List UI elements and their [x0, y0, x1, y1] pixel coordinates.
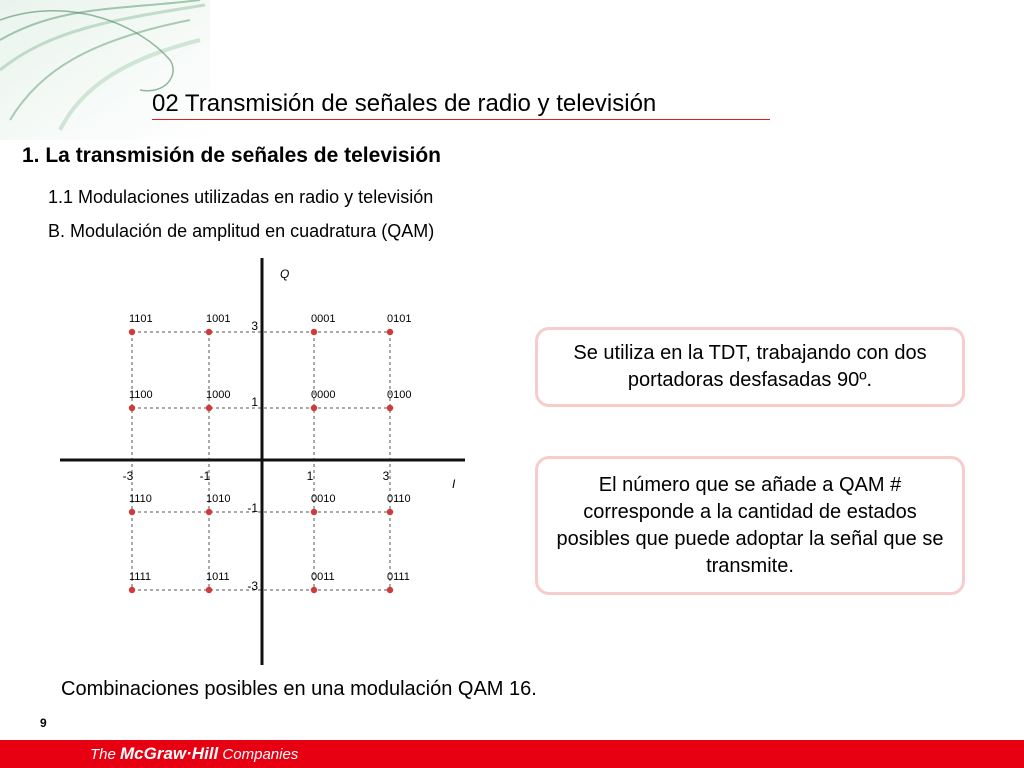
constellation-point-label: 1000 — [206, 389, 231, 401]
logo-prefix: The — [90, 746, 121, 763]
constellation-point-label: 1110 — [129, 493, 152, 505]
constellation-point — [206, 509, 212, 515]
constellation-point-label: 0001 — [311, 313, 336, 325]
logo-brand: McGraw·Hill — [120, 744, 219, 763]
constellation-point — [311, 329, 317, 335]
logo-suffix: Companies — [218, 746, 299, 763]
constellation-point — [206, 329, 212, 335]
slide-title: 02 Transmisión de señales de radio y televisión — [152, 90, 657, 117]
constellation-point — [311, 509, 317, 515]
constellation-point — [387, 509, 393, 515]
constellation-point — [129, 509, 135, 515]
constellation-point — [387, 405, 393, 411]
qam16-constellation-diagram — [50, 250, 470, 670]
constellation-point-label: 0100 — [387, 389, 412, 401]
constellation-point — [129, 587, 135, 593]
qam-states-note-box — [535, 456, 965, 595]
constellation-point-label: 1001 — [206, 313, 231, 325]
q-axis-label: Q — [280, 267, 290, 281]
constellation-point — [129, 329, 135, 335]
constellation-point — [387, 329, 393, 335]
constellation-point — [206, 587, 212, 593]
axis-ticks — [123, 319, 390, 593]
qam-states-note-text: El número que se añade a QAM # corresponde a la cantidad de estados posibles que puede adoptar la señal que se transmite. — [556, 473, 944, 577]
constellation-point-label: 1010 — [206, 493, 231, 505]
y-tick-label: -3 — [247, 579, 258, 593]
figure-caption: Combinaciones posibles en una modulación QAM 16. — [61, 678, 537, 700]
section-heading: 1. La transmisión de señales de televisión — [22, 144, 441, 167]
x-tick-label: -3 — [122, 469, 134, 483]
footer-bar — [0, 740, 1024, 768]
constellation-point-label: 1111 — [129, 571, 152, 583]
page-number: 9 — [40, 716, 47, 730]
constellation-point — [206, 405, 212, 411]
subsection-heading: 1.1 Modulaciones utilizadas en radio y televisión — [48, 187, 434, 207]
constellation-point-label: 1101 — [129, 313, 153, 325]
constellation-point-label: 1011 — [206, 571, 230, 583]
title-underline — [152, 119, 770, 120]
x-tick-label: 1 — [306, 469, 314, 483]
constellation-point-label: 0011 — [311, 571, 335, 583]
i-axis-label: I — [452, 477, 456, 491]
constellation-points — [129, 313, 412, 593]
constellation-point — [311, 587, 317, 593]
constellation-point — [311, 405, 317, 411]
constellation-point-label: 0101 — [387, 313, 412, 325]
x-tick-label: -1 — [199, 469, 211, 483]
constellation-point — [387, 587, 393, 593]
constellation-point-label: 0111 — [387, 571, 410, 583]
topic-heading: B. Modulación de amplitud en cuadratura (QAM) — [48, 221, 435, 241]
tdt-note-text: Se utiliza en la TDT, trabajando con dos portadoras desfasadas 90º. — [573, 342, 927, 391]
tdt-note-box — [535, 327, 965, 407]
y-tick-label: -1 — [247, 501, 258, 515]
x-tick-label: 3 — [382, 469, 390, 483]
y-tick-label: 1 — [251, 395, 258, 409]
constellation-point-label: 1100 — [129, 389, 153, 401]
constellation-point-label: 0110 — [387, 493, 411, 505]
publisher-logo — [90, 744, 298, 764]
constellation-point-label: 0010 — [311, 493, 336, 505]
constellation-point-label: 0000 — [311, 389, 336, 401]
constellation-point — [129, 405, 135, 411]
y-tick-label: 3 — [251, 319, 258, 333]
